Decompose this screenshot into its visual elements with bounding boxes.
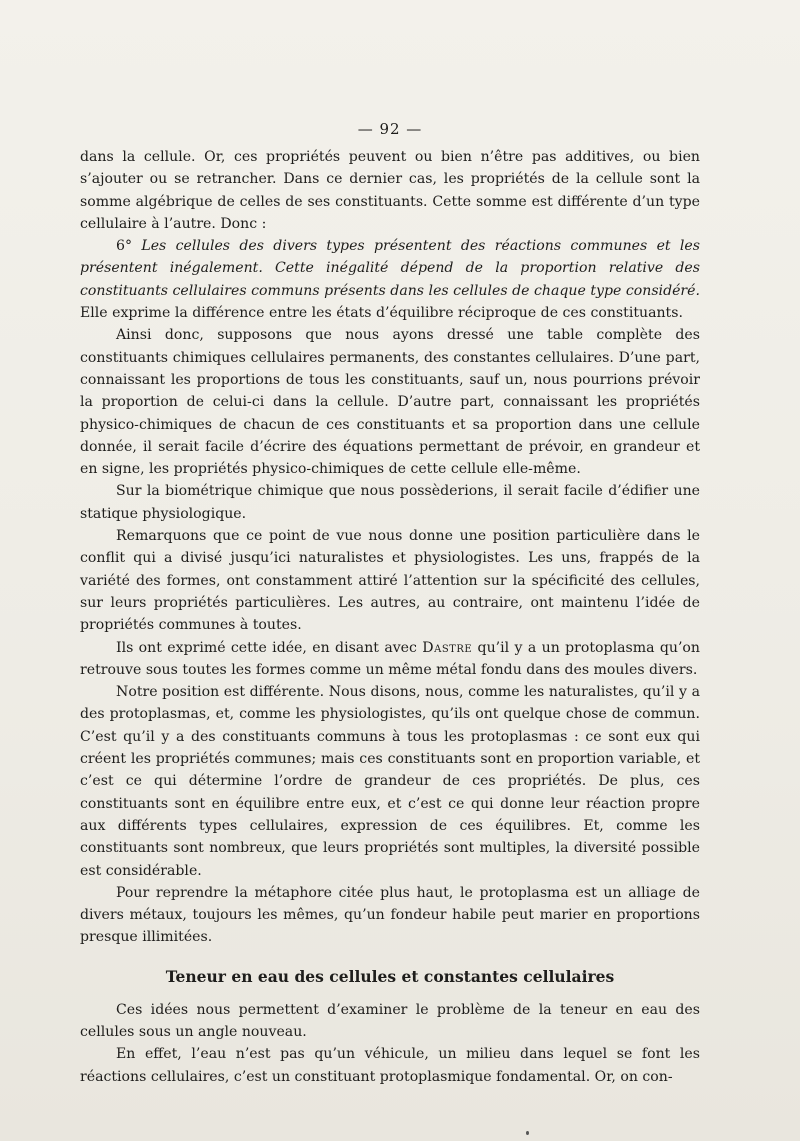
page-number: — 92 — bbox=[357, 120, 423, 138]
paragraph-2 bbox=[80, 235, 700, 324]
italic-proposition: Les cellules des divers types présentent des réactions communes et les présentent inégalement. Cette inégalité dépend de la proportion relative des constituants cellulaires communs présents dans les cellules de chaque type considéré. bbox=[80, 238, 701, 299]
paragraph-1: dans la cellule. Or, ces propriétés peuvent ou bien n’être pas additives, ou bien s’ajouter ou se retrancher. Dans ce dernier cas, les propriétés de la cellule sont la somme algébrique de celles de ses constituants. Cette somme est différente d’un type cellulaire à l’autre. Donc : bbox=[80, 149, 700, 232]
paragraph-3: Ainsi donc, supposons que nous ayons dressé une table complète des constituants chimiques cellulaires permanents, des constantes cellulaires. D’une part, connaissant les proportions de tous les constituants, sauf un, nous pourrions prévoir la proportion de celui-ci dans la cellule. D’autre part, connaissant les propriétés physico-chimiques de chacun de ces constituants et sa proportion dans une cellule donnée, il serait facile d’écrire des équations permettant de prévoir, en grandeur et en signe, les propriétés physico-chimiques de cette cellule elle-même. bbox=[80, 327, 700, 478]
paragraph-6-end: qu’il y a un protoplasma qu’on retrouve sous toutes les formes comme un même métal fondu dans des moules divers. bbox=[80, 639, 700, 678]
ink-speck bbox=[526, 1131, 529, 1135]
paragraph-10: En effet, l’eau n’est pas qu’un véhicule, un milieu dans lequel se font les réactions cellulaires, c’est un constituant protoplasmique fondamental. Or, on con- bbox=[80, 1046, 700, 1085]
list-number: 6° bbox=[116, 238, 142, 255]
paragraph-8: Pour reprendre la métaphore citée plus haut, le protoplasma est un alliage de divers métaux, toujours les mêmes, qu’un fondeur habile peut marier en proportions presque illimitées. bbox=[80, 884, 700, 946]
paragraph-7: Notre position est différente. Nous disons, nous, comme les naturalistes, qu’il y a des protoplasmas, et, comme les physiologistes, qu’ils ont quelque chose de commun. C’est qu’il y a des constituants communs à tous les protoplasmas : ce sont eux qui créent les propriétés communes; mais ces constituants sont en proportion variable, et c’est ce qui détermine l’ordre de grandeur de ces propriétés. De plus, ces constituants sont en équilibre entre eux, et c’est ce qui donne leur réaction propre aux différents types cellulaires, expression de ces équilibres. Et, comme les constituants sont nombreux, que leurs propriétés sont multiples, la diversité possible est considérable. bbox=[80, 684, 700, 879]
author-name: Dastre bbox=[422, 639, 473, 656]
paragraph-6 bbox=[80, 637, 700, 682]
paragraph-2-rest: Elle exprime la différence entre les états d’équilibre réciproque de ces constituants. bbox=[80, 305, 683, 322]
page-content bbox=[80, 118, 700, 1088]
paragraph-4: Sur la biométrique chimique que nous possèderions, il serait facile d’édifier une statique physiologique. bbox=[80, 483, 700, 522]
section-heading: Teneur en eau des cellules et constantes cellulaires bbox=[165, 966, 615, 986]
paragraph-6-start: Ils ont exprimé cette idée, en disant avec bbox=[116, 639, 423, 656]
paragraph-9: Ces idées nous permettent d’examiner le problème de la teneur en eau des cellules sous un angle nouveau. bbox=[80, 1001, 700, 1040]
paragraph-5: Remarquons que ce point de vue nous donne une position particulière dans le conflit qui a divisé jusqu’ici naturalistes et physiologistes. Les uns, frappés de la variété des formes, ont constamment attiré l’attention sur la spécificité des cellules, sur leurs propriétés particulières. Les autres, au contraire, ont maintenu l’idée de propriétés communes à toutes. bbox=[80, 528, 700, 634]
